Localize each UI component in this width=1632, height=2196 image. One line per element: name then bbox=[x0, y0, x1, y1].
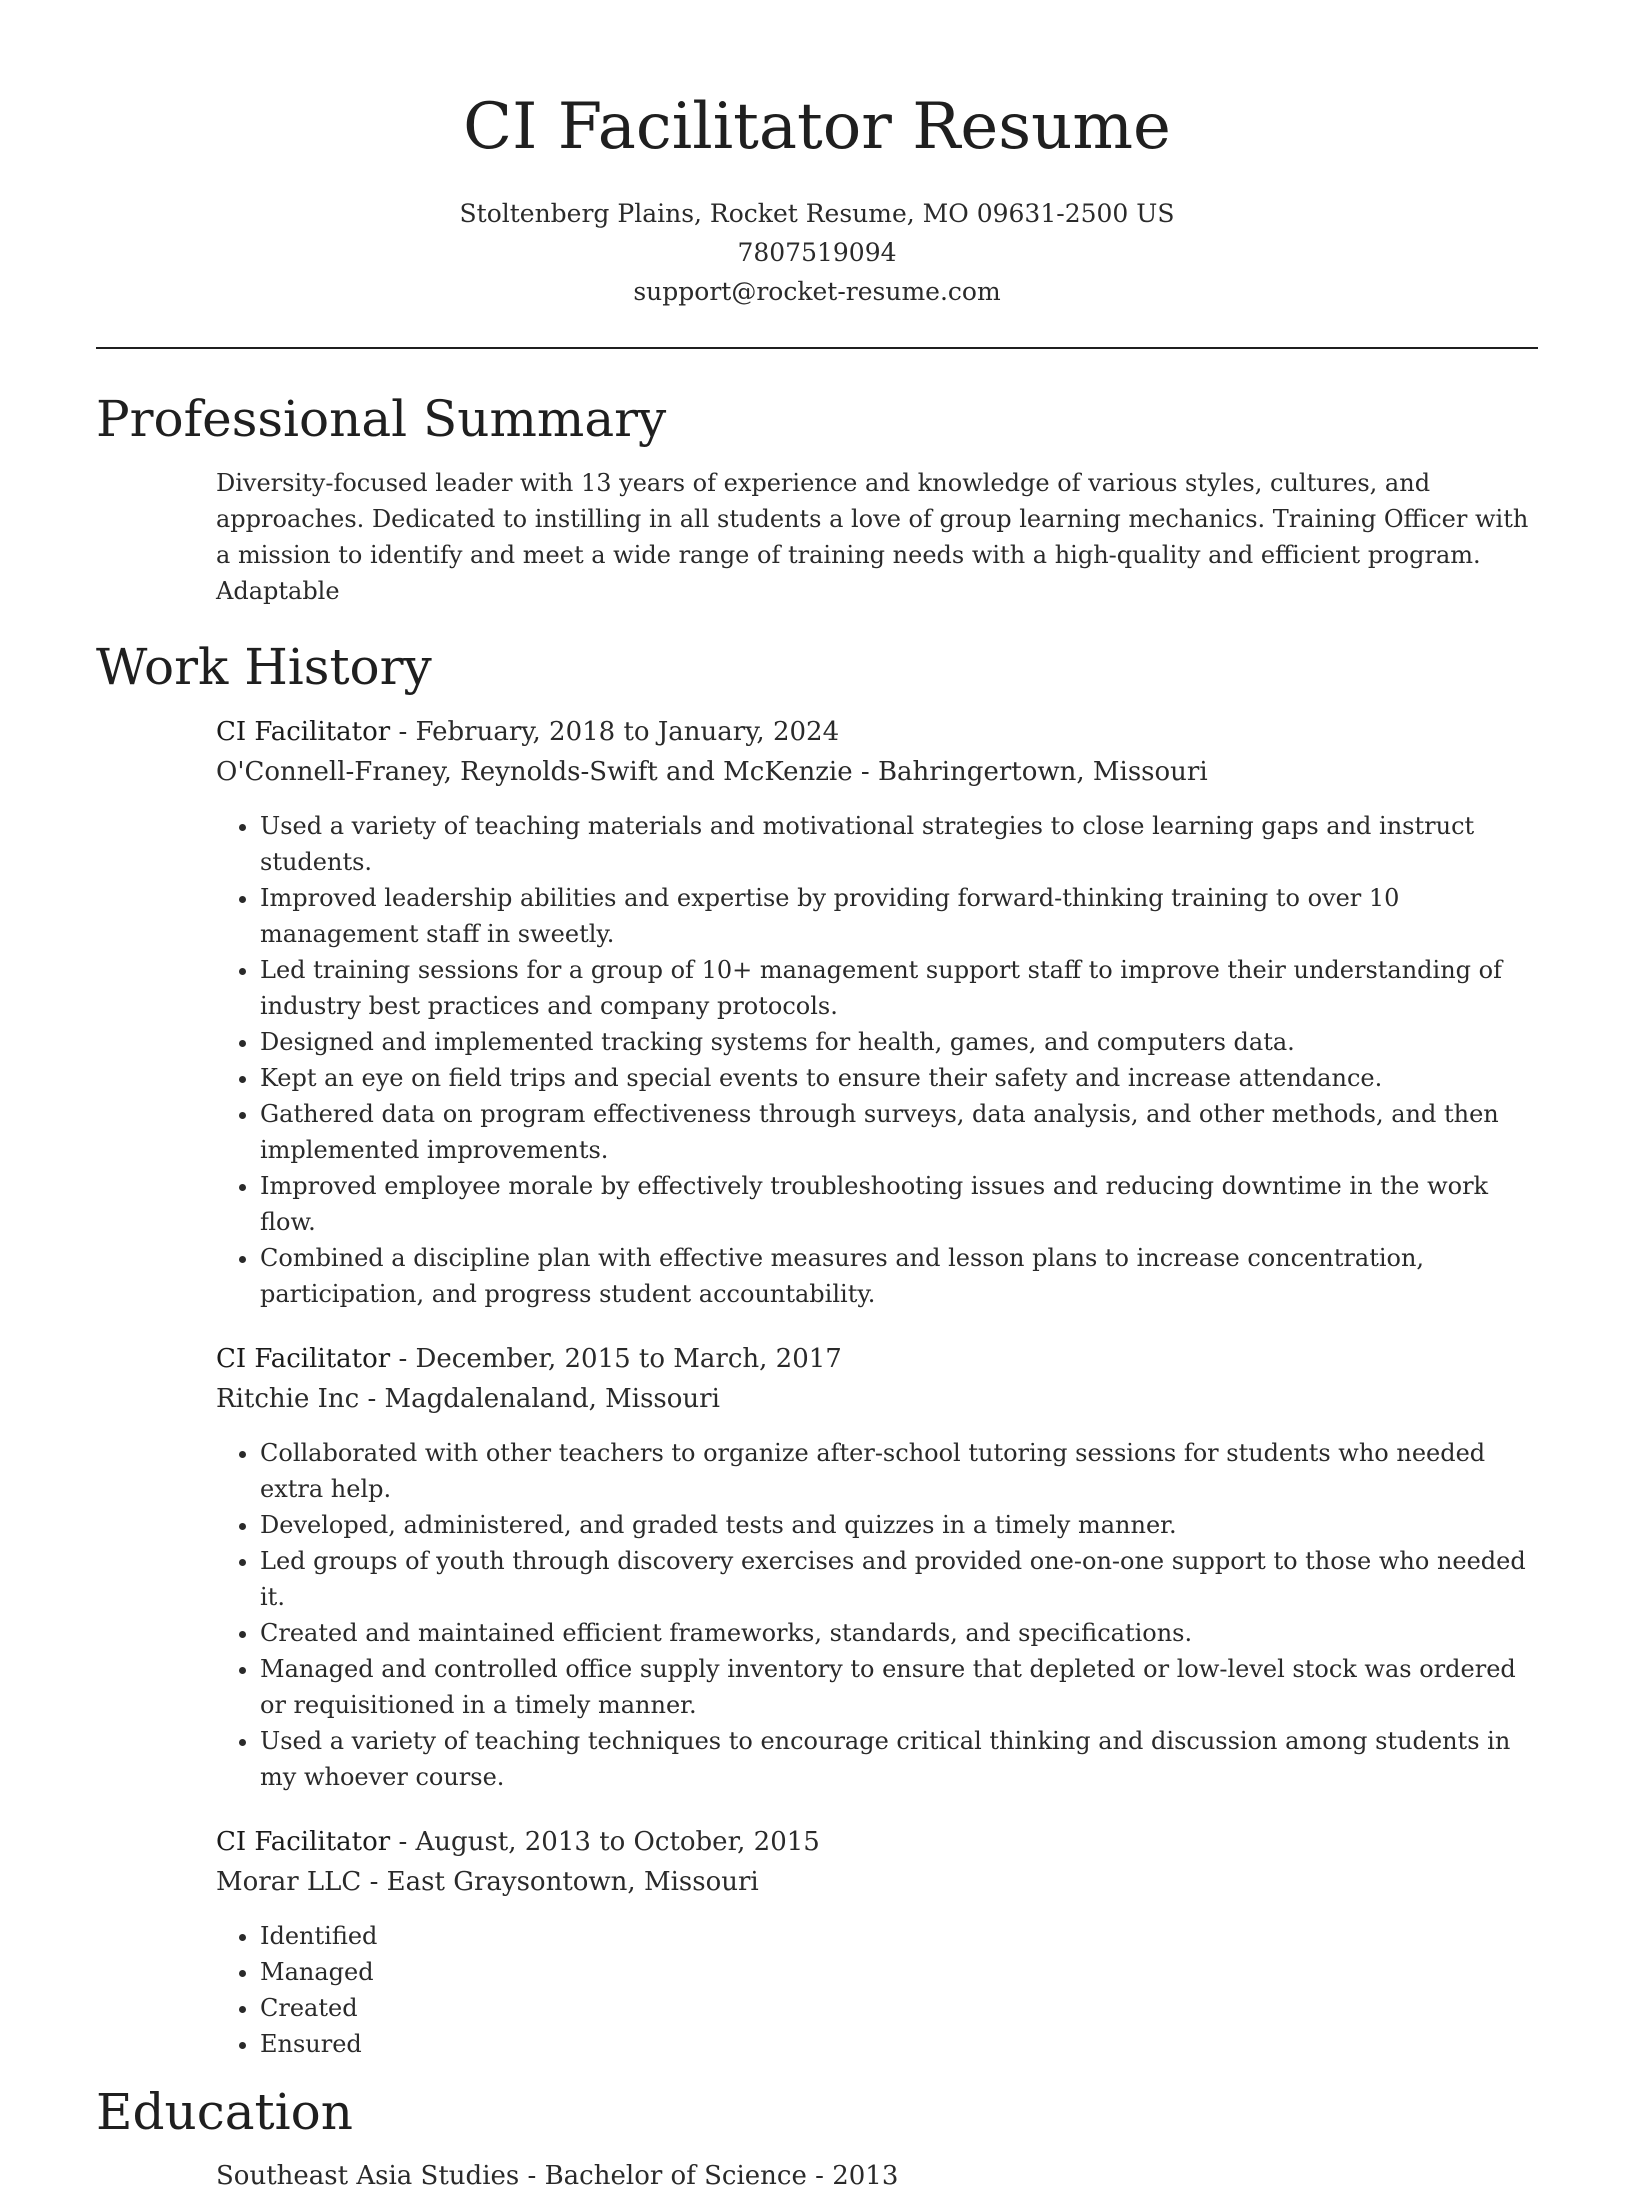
list-item: • Improved leadership abilities and expertise by providing forward-thinking training to over 10 management staff in sweetly. bbox=[260, 880, 1538, 952]
contact-info bbox=[96, 194, 1538, 311]
header-divider bbox=[96, 347, 1538, 349]
list-item: • Gathered data on program effectiveness through surveys, data analysis, and other methods, and then implemented improvements. bbox=[260, 1096, 1538, 1168]
job-separator: - bbox=[361, 1867, 387, 1897]
list-item: • Managed and controlled office supply inventory to ensure that depleted or low-level stock was ordered or requisitioned in a timely manner. bbox=[260, 1651, 1538, 1723]
list-item: • Collaborated with other teachers to organize after-school tutoring sessions for students who needed extra help. bbox=[260, 1435, 1538, 1507]
education-degree: Bachelor of Science bbox=[544, 2161, 807, 2191]
job-dates: February, 2018 to January, 2024 bbox=[415, 717, 840, 747]
job-separator: - bbox=[390, 1344, 416, 1374]
job-entry-1 bbox=[216, 713, 1538, 1312]
job-title: CI Facilitator bbox=[216, 1344, 391, 1374]
job-bullet-list bbox=[216, 1435, 1538, 1795]
education-entry bbox=[216, 2156, 1538, 2196]
education-separator: - bbox=[806, 2161, 833, 2191]
list-item: • Developed, administered, and graded tests and quizzes in a timely manner. bbox=[260, 1507, 1538, 1543]
summary-text: Diversity-focused leader with 13 years of experience and knowledge of various styles, cultures, and approaches. Dedicated to instilling in all students a love of group learning mechanics. Training Officer with a mission to identify and meet a wide range of training needs with a high-quality and efficient program. Adaptable bbox=[216, 469, 1529, 605]
job-company: Ritchie Inc bbox=[216, 1384, 360, 1414]
job-company: O'Connell-Franey, Reynolds-Swift and McKenzie bbox=[216, 757, 853, 787]
list-item: • Created bbox=[260, 1990, 1538, 2026]
job-location: Bahringertown, Missouri bbox=[877, 757, 1208, 787]
resume-page bbox=[96, 0, 1538, 2196]
contact-email: support@rocket-resume.com bbox=[633, 277, 1001, 306]
job-location: Magdalenaland, Missouri bbox=[384, 1384, 720, 1414]
job-title: CI Facilitator bbox=[216, 1827, 391, 1857]
job-title: CI Facilitator bbox=[216, 717, 391, 747]
page-title: CI Facilitator Resume bbox=[463, 90, 1171, 164]
list-item: • Managed bbox=[260, 1954, 1538, 1990]
list-item: • Identified bbox=[260, 1918, 1538, 1954]
job-entry-2 bbox=[216, 1340, 1538, 1795]
work-history-heading: Work History bbox=[96, 638, 432, 696]
list-item: • Created and maintained efficient frameworks, standards, and specifications. bbox=[260, 1615, 1538, 1651]
education-heading: Education bbox=[96, 2083, 353, 2141]
job-location: East Graysontown, Missouri bbox=[386, 1867, 759, 1897]
job-dates: August, 2013 to October, 2015 bbox=[415, 1827, 820, 1857]
job-separator: - bbox=[852, 757, 878, 787]
list-item: • Combined a discipline plan with effective measures and lesson plans to increase concentration, participation, and progress student accountability. bbox=[260, 1240, 1538, 1312]
education-separator: - bbox=[519, 2161, 545, 2191]
education-field: Southeast Asia Studies bbox=[216, 2161, 520, 2191]
job-bullet-list bbox=[216, 808, 1538, 1312]
job-dates: December, 2015 to March, 2017 bbox=[415, 1344, 842, 1374]
resume-header bbox=[96, 0, 1538, 311]
job-entry-3 bbox=[216, 1823, 1538, 2062]
job-title-line bbox=[216, 713, 1538, 752]
job-title-line bbox=[216, 1823, 1538, 1862]
list-item: • Kept an eye on field trips and special events to ensure their safety and increase attendance. bbox=[260, 1060, 1538, 1096]
list-item: • Designed and implemented tracking systems for health, games, and computers data. bbox=[260, 1024, 1538, 1060]
list-item: • Led training sessions for a group of 10+ management support staff to improve their understanding of industry best practices and company protocols. bbox=[260, 952, 1538, 1024]
job-separator: - bbox=[359, 1384, 385, 1414]
job-company: Morar LLC bbox=[216, 1867, 362, 1897]
list-item: • Ensured bbox=[260, 2026, 1538, 2062]
job-company-line bbox=[216, 1379, 1538, 1419]
education-year: 2013 bbox=[832, 2161, 899, 2191]
job-company-line bbox=[216, 1862, 1538, 1902]
job-bullet-list bbox=[216, 1918, 1538, 2062]
job-separator: - bbox=[390, 717, 416, 747]
summary-heading: Professional Summary bbox=[96, 390, 667, 448]
list-item: • Improved employee morale by effectively troubleshooting issues and reducing downtime in the work flow. bbox=[260, 1168, 1538, 1240]
job-company-line bbox=[216, 752, 1538, 792]
contact-address: Stoltenberg Plains, Rocket Resume, MO 09631-2500 US bbox=[459, 199, 1175, 228]
job-separator: - bbox=[390, 1827, 416, 1857]
list-item: • Used a variety of teaching materials and motivational strategies to close learning gaps and instruct students. bbox=[260, 808, 1538, 880]
contact-phone: 7807519094 bbox=[737, 238, 897, 267]
list-item: • Led groups of youth through discovery exercises and provided one-on-one support to those who needed it. bbox=[260, 1543, 1538, 1615]
list-item: • Used a variety of teaching techniques to encourage critical thinking and discussion among students in my whoever course. bbox=[260, 1723, 1538, 1795]
job-title-line bbox=[216, 1340, 1538, 1379]
